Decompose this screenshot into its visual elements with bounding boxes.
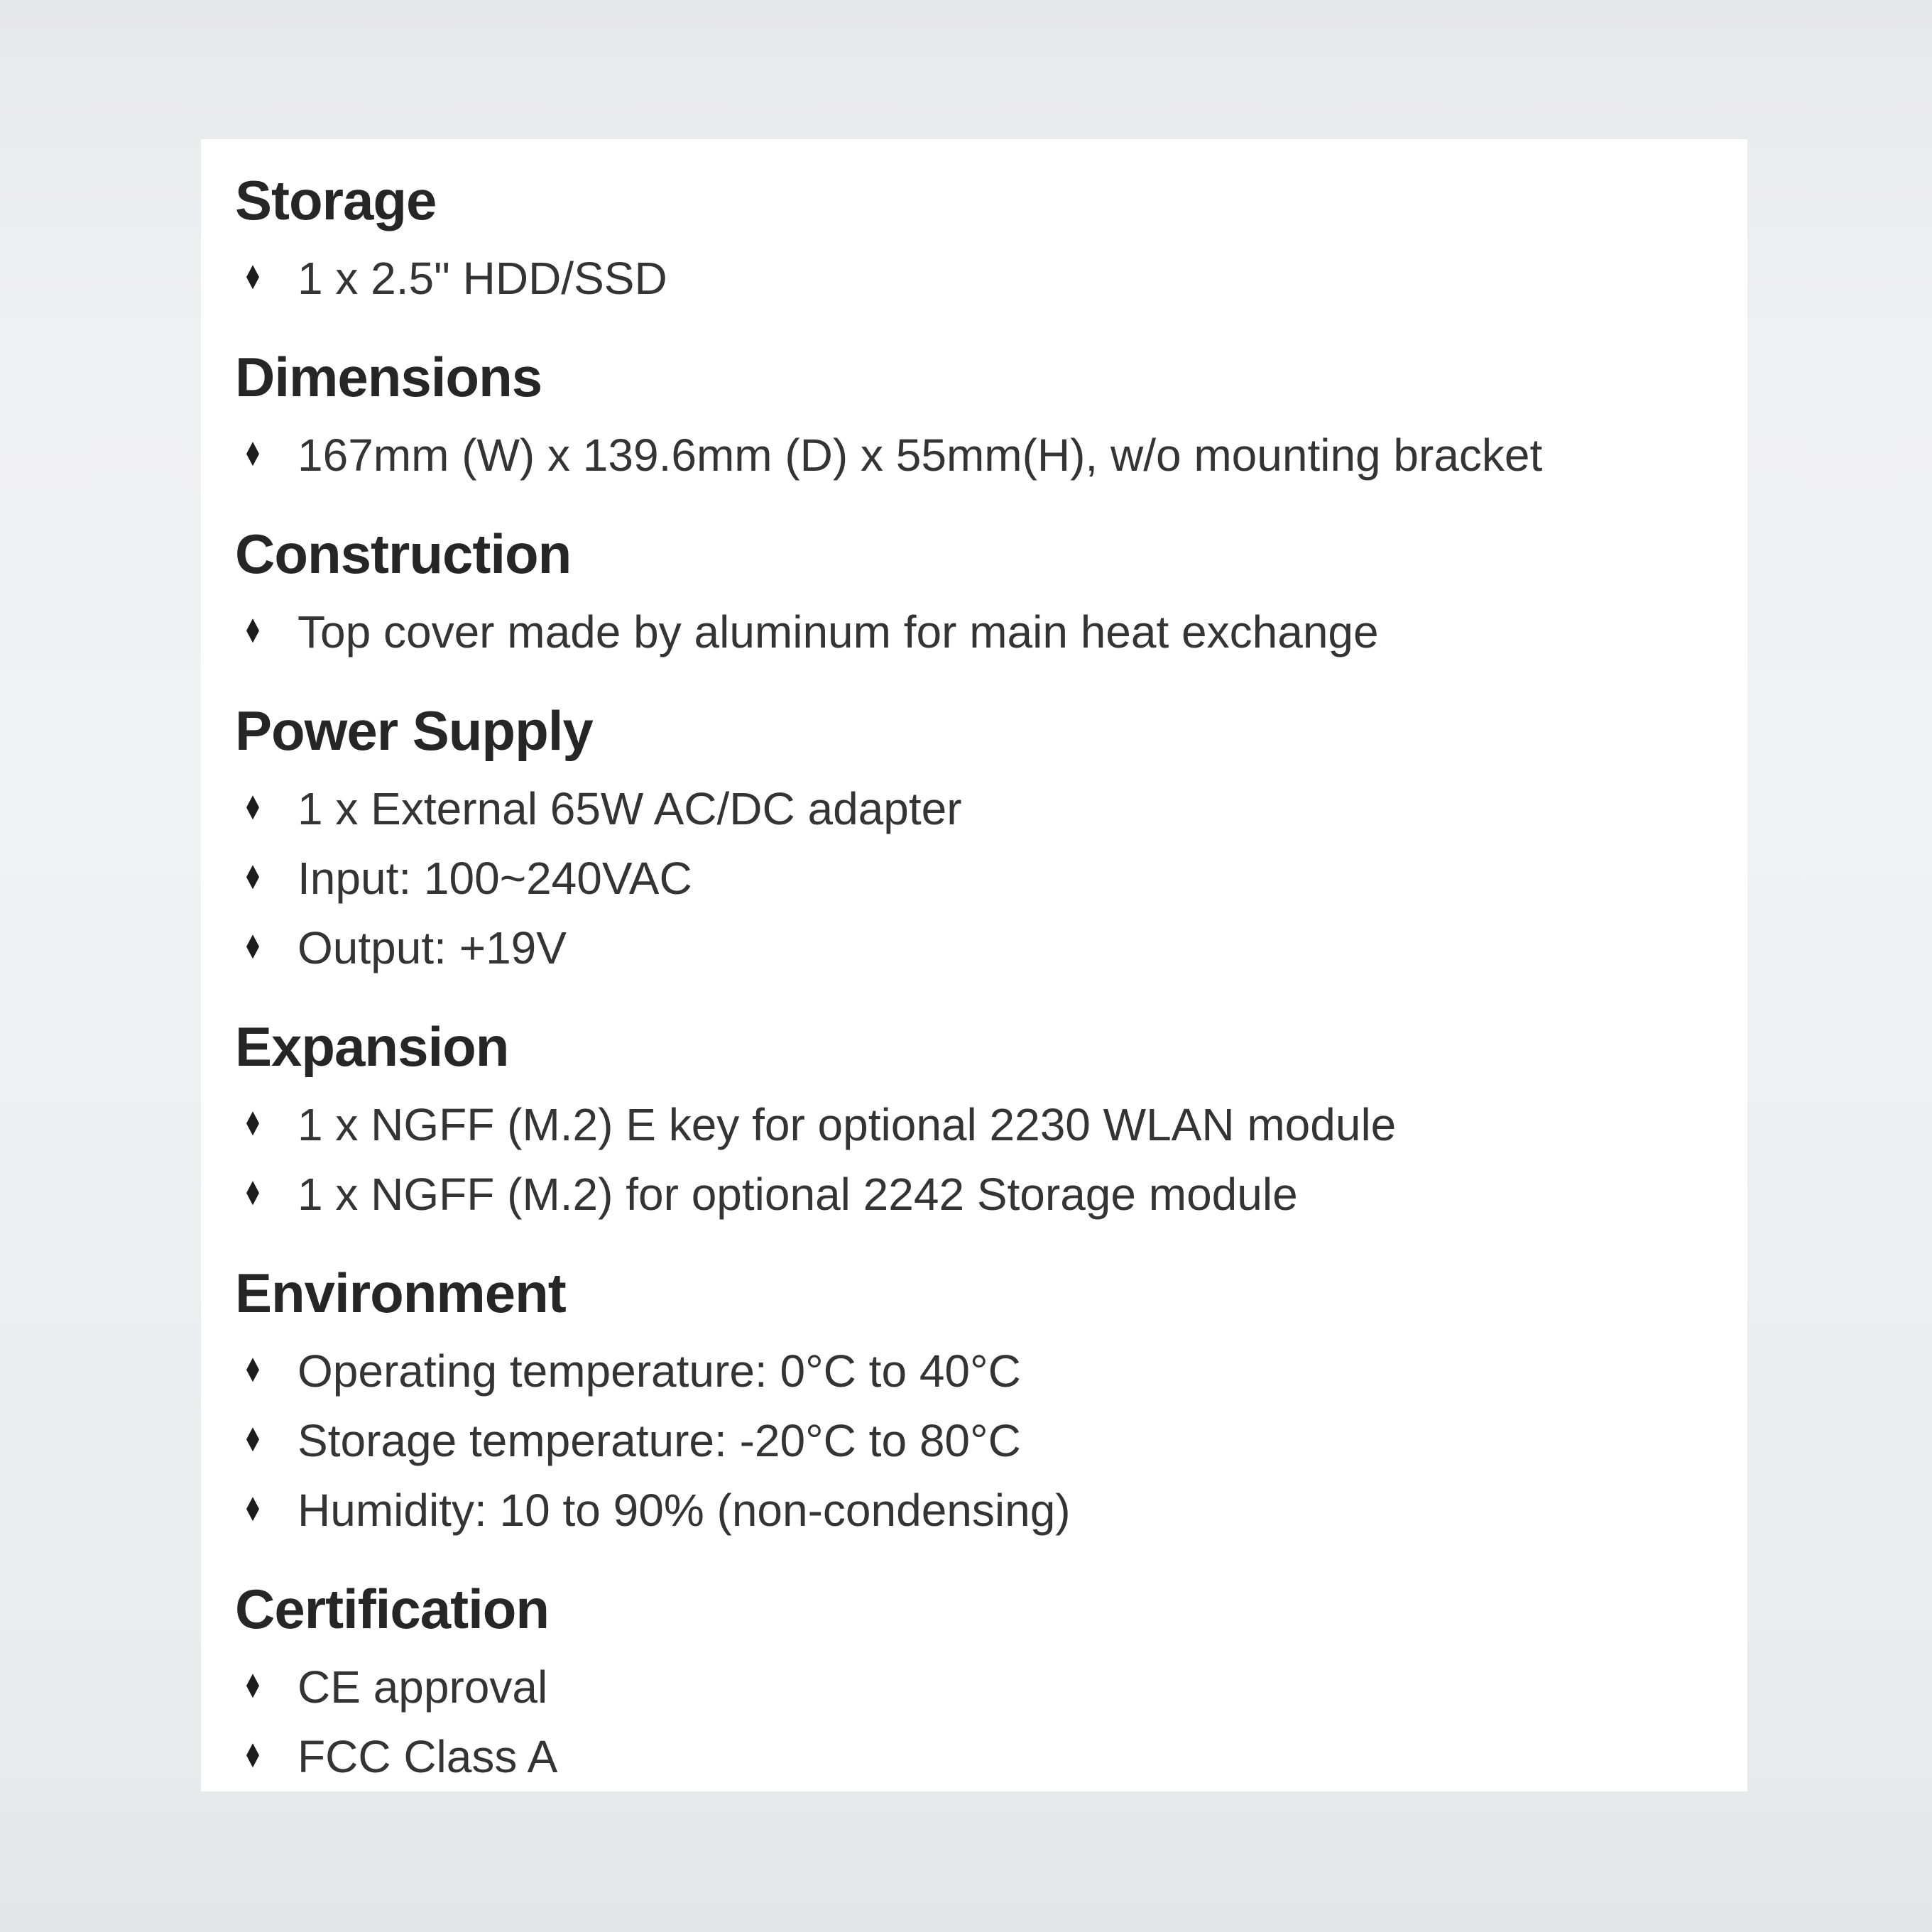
spec-section bbox=[235, 1572, 1719, 1791]
bullet-item-text: 1 x 2.5" HDD/SSD bbox=[298, 253, 667, 304]
bullet-item bbox=[235, 420, 1719, 490]
bullet-item bbox=[235, 1475, 1719, 1545]
spec-sheet-panel bbox=[201, 139, 1747, 1791]
section-heading: Power Supply bbox=[235, 699, 593, 762]
bullet-item-text: Storage temperature: -20°C to 80°C bbox=[298, 1415, 1021, 1466]
section-heading: Expansion bbox=[235, 1015, 509, 1078]
section-bullet-list bbox=[235, 1652, 1719, 1791]
section-bullet-list bbox=[235, 420, 1719, 490]
bullet-item bbox=[235, 244, 1719, 313]
section-heading: Dimensions bbox=[235, 346, 542, 408]
diamond-bullet-icon bbox=[246, 1497, 259, 1521]
diamond-bullet-icon bbox=[246, 1743, 259, 1767]
section-heading: Storage bbox=[235, 169, 437, 231]
bullet-item bbox=[235, 1159, 1719, 1229]
bullet-item bbox=[235, 1090, 1719, 1159]
section-heading: Environment bbox=[235, 1262, 566, 1324]
bullet-item-text: Output: +19V bbox=[298, 922, 567, 973]
spec-section bbox=[235, 1256, 1719, 1545]
bullet-item-text: 1 x NGFF (M.2) for optional 2242 Storage module bbox=[298, 1169, 1298, 1220]
bullet-item-text: 167mm (W) x 139.6mm (D) x 55mm(H), w/o mounting bracket bbox=[298, 430, 1543, 481]
spec-section bbox=[235, 340, 1719, 490]
section-heading: Construction bbox=[235, 523, 572, 585]
section-heading: Certification bbox=[235, 1578, 550, 1640]
section-bullet-list bbox=[235, 1336, 1719, 1545]
diamond-bullet-icon bbox=[246, 1674, 259, 1698]
diamond-bullet-icon bbox=[246, 442, 259, 466]
diamond-bullet-icon bbox=[246, 265, 259, 289]
diamond-bullet-icon bbox=[246, 934, 259, 959]
diamond-bullet-icon bbox=[246, 1181, 259, 1205]
bullet-item-text: 1 x NGFF (M.2) E key for optional 2230 WLAN module bbox=[298, 1099, 1397, 1150]
spec-sections-container bbox=[235, 163, 1719, 1791]
bullet-item-text: FCC Class A bbox=[298, 1731, 558, 1782]
diamond-bullet-icon bbox=[246, 618, 259, 643]
spec-section bbox=[235, 1010, 1719, 1229]
bullet-item bbox=[235, 1652, 1719, 1722]
diamond-bullet-icon bbox=[246, 795, 259, 819]
spec-section bbox=[235, 694, 1719, 983]
bullet-item bbox=[235, 1336, 1719, 1406]
bullet-item-text: Input: 100~240VAC bbox=[298, 853, 692, 904]
section-bullet-list bbox=[235, 244, 1719, 313]
diamond-bullet-icon bbox=[246, 1358, 259, 1382]
diamond-bullet-icon bbox=[246, 1111, 259, 1135]
diamond-bullet-icon bbox=[246, 865, 259, 889]
spec-section bbox=[235, 517, 1719, 667]
bullet-item-text: Operating temperature: 0°C to 40°C bbox=[298, 1346, 1021, 1397]
bullet-item-text: Humidity: 10 to 90% (non-condensing) bbox=[298, 1485, 1071, 1536]
bullet-item bbox=[235, 774, 1719, 844]
bullet-item bbox=[235, 1722, 1719, 1791]
section-bullet-list bbox=[235, 1090, 1719, 1229]
bullet-item bbox=[235, 913, 1719, 983]
bullet-item-text: 1 x External 65W AC/DC adapter bbox=[298, 783, 962, 834]
section-bullet-list bbox=[235, 597, 1719, 667]
section-bullet-list bbox=[235, 774, 1719, 983]
spec-section bbox=[235, 163, 1719, 313]
bullet-item bbox=[235, 597, 1719, 667]
bullet-item-text: CE approval bbox=[298, 1661, 548, 1713]
bullet-item-text: Top cover made by aluminum for main heat exchange bbox=[298, 606, 1379, 657]
diamond-bullet-icon bbox=[246, 1427, 259, 1451]
bullet-item bbox=[235, 844, 1719, 913]
bullet-item bbox=[235, 1406, 1719, 1475]
